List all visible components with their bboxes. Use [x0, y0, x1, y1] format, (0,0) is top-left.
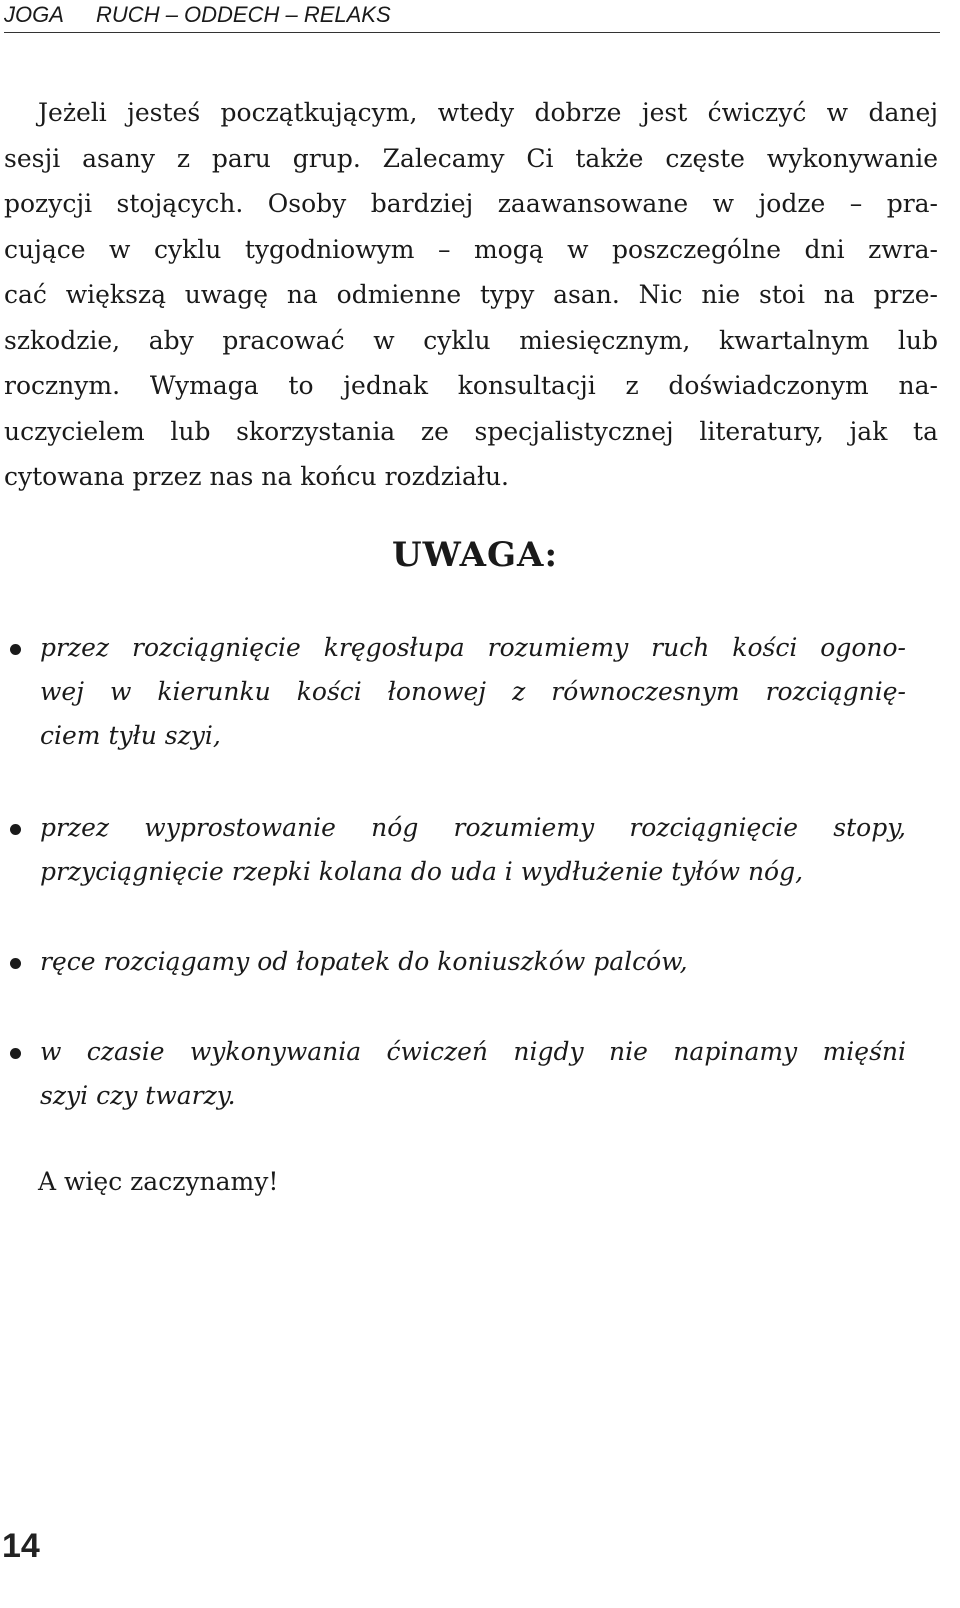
paragraph-line: cytowana przez nas na końcu rozdziału.: [4, 462, 510, 491]
paragraph-line: Jeżeli jesteś początkującym, wtedy dobrze jest ćwiczyć w danej: [38, 98, 938, 127]
list-item-line: ręce rozciągamy od łopatek do koniuszków palców,: [40, 947, 688, 976]
list-item-text: [40, 1030, 906, 1118]
paragraph-line: pozycji stojących. Osoby bardziej zaawansowane w jodze – pra-: [4, 189, 938, 218]
paragraph-line: uczycielem lub skorzystania ze specjalistycznej literatury, jak ta: [4, 416, 938, 446]
paragraph-line: rocznym. Wymaga to jednak konsultacji z doświadczonym na-: [4, 371, 938, 400]
list-item-text: [40, 940, 906, 984]
list-item-text: [40, 806, 906, 894]
closing-line: A więc zaczynamy!: [38, 1167, 279, 1196]
paragraph-line: szkodzie, aby pracować w cyklu miesięcznym, kwartalnym lub: [4, 325, 938, 355]
notice-title: UWAGA:: [391, 535, 558, 575]
page-number: 14: [2, 1527, 40, 1565]
list-item-line: szyi czy twarzy.: [40, 1081, 236, 1110]
list-item-line: przyciągnięcie rzepki kolana do uda i wydłużenie tyłów nóg,: [40, 857, 804, 886]
paragraph-line: cujące w cyklu tygodniowym – mogą w poszczególne dni zwra-: [4, 234, 938, 264]
list-item-text: [40, 626, 906, 758]
list-item-line: w czasie wykonywania ćwiczeń nigdy nie napinamy mięśni: [40, 1037, 906, 1066]
book-title: JOGA: [4, 2, 64, 27]
chapter-title: RUCH – ODDECH – RELAKS: [96, 2, 391, 27]
list-item-line: ciem tyłu szyi,: [40, 721, 221, 750]
paragraph-line: cać większą uwagę na odmienne typy asan. Nic nie stoi na prze-: [4, 280, 938, 309]
bullet-icon: [10, 644, 21, 655]
bullet-icon: [10, 824, 21, 835]
list-item-line: przez rozciągnięcie kręgosłupa rozumiemy ruch kości ogono-: [40, 633, 906, 662]
running-header: [4, 0, 940, 33]
paragraph-line: sesji asany z paru grup. Zalecamy Ci także częste wykonywanie: [4, 143, 938, 173]
list-item-line: przez wyprostowanie nóg rozumiemy rozciągnięcie stopy,: [40, 813, 906, 842]
bullet-icon: [10, 1048, 21, 1059]
bullet-icon: [10, 958, 21, 969]
body-paragraph: [4, 90, 938, 500]
list-item-line: wej w kierunku kości łonowej z równoczesnym rozciągnię-: [40, 677, 906, 706]
